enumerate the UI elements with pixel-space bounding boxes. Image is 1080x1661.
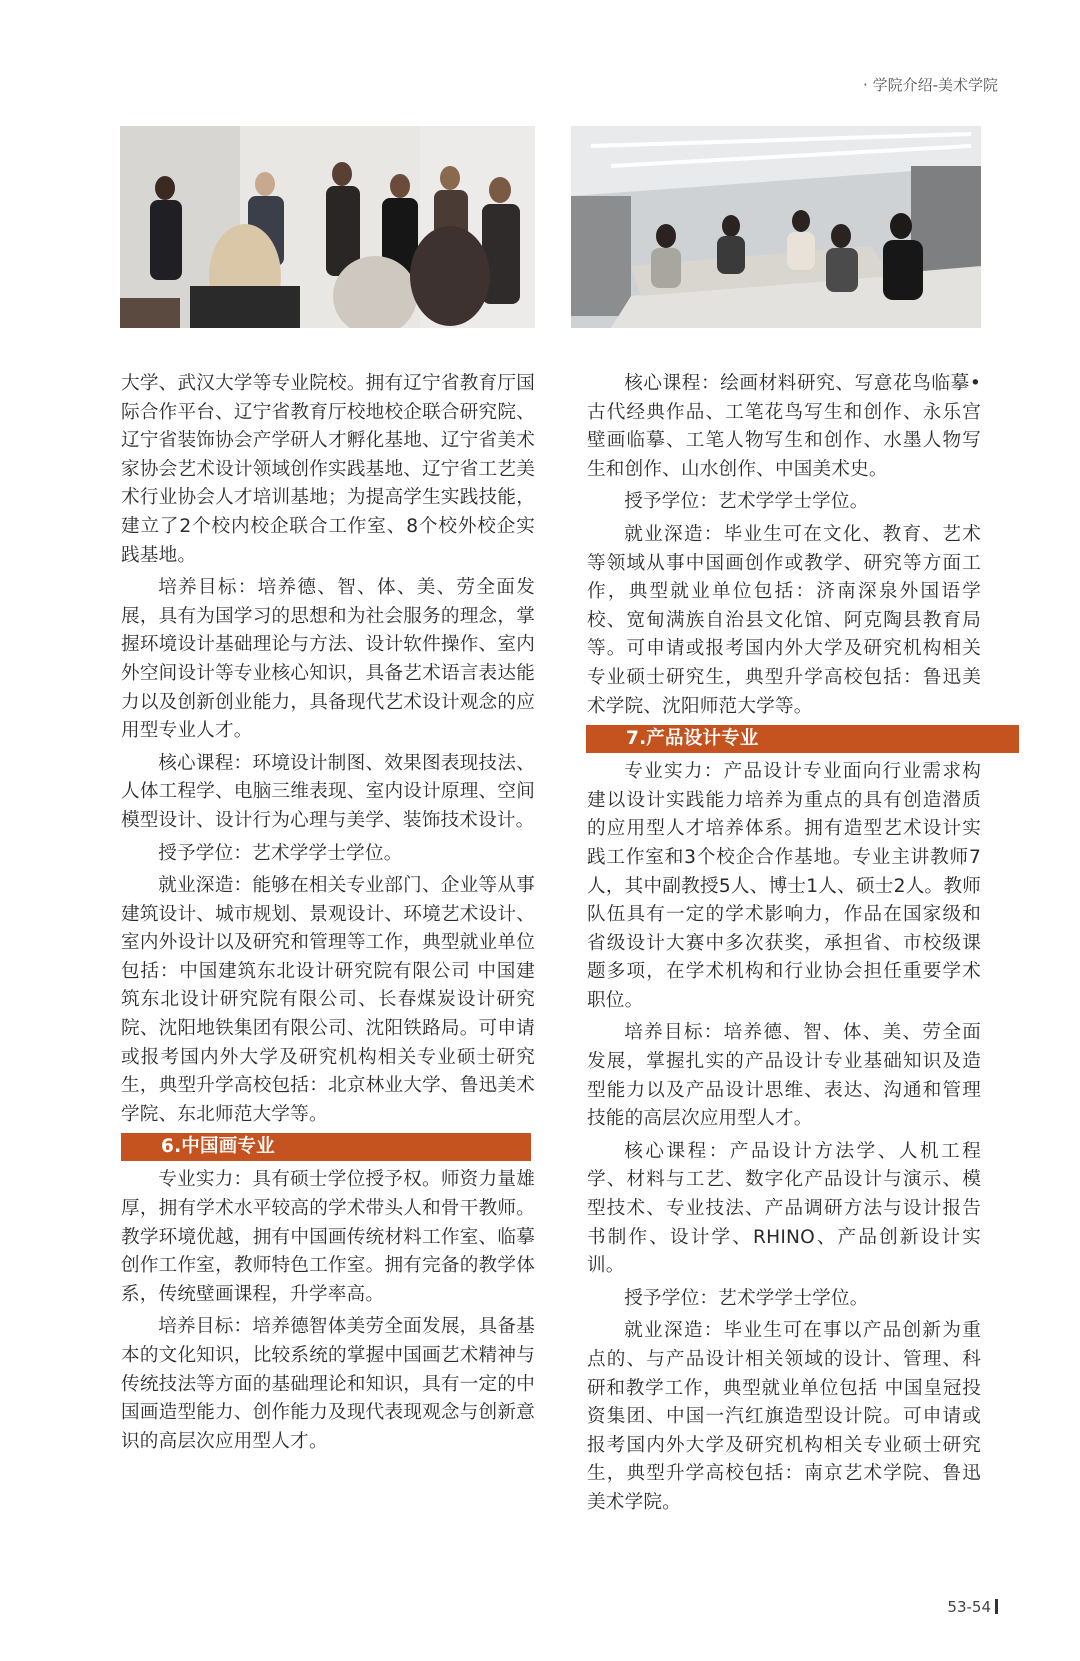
paragraph: 就业深造：毕业生可在事以产品创新为重点的、与产品设计相关领域的设计、管理、科研和教学工作，典型就业单位包括 中国皇冠投资集团、中国一汽红旗造型设计院。可申请或报考国内外大学及研究机构相关专业硕士研究生，典型升学高校包括：南京艺术学院、鲁迅美术学院。 bbox=[587, 1320, 981, 1513]
page-number-bar bbox=[995, 1599, 998, 1614]
paragraph: 授予学位：艺术学学士学位。 bbox=[624, 491, 869, 513]
paragraph: 大学、武汉大学等专业院校。拥有辽宁省教育厅国际合作平台、辽宁省教育厅校地校企联合研究院、辽宁省装饰协会产学研人才孵化基地、辽宁省美术家协会艺术设计领域创作实践基地、辽宁省工艺美术行业协会人才培训基地；为提高学生实践技能，建立了2个校内校企联合工作室、8个校外校企实践基地。 bbox=[121, 373, 535, 566]
paragraph: 核心课程：环境设计制图、效果图表现技法、人体工程学、电脑三维表现、室内设计原理、空间模型设计、设计行为心理与美学、装饰技术设计。 bbox=[121, 752, 535, 831]
paragraph: 就业深造：能够在相关专业部门、企业等从事建筑设计、城市规划、景观设计、环境艺术设计、室内外设计以及研究和管理等工作，典型就业单位包括：中国建筑东北设计研究院有限公司 中国建筑东北设计研究院有限公司、长春煤炭设计研究院、沈阳地铁集团有限公司、沈阳铁路局。可申请或报考国内外大学及研究机构相关专业硕士研究生，典型升学高校包括：北京林业大学、鲁迅美术学院、东北师范大学等。 bbox=[121, 875, 535, 1125]
paragraph: 就业深造：毕业生可在文化、教育、艺术等领域从事中国画创作或教学、研究等方面工作，典型就业单位包括：济南深泉外国语学校、宽甸满族自治县文化馆、阿克陶县教育局等。可申请或报考国内外大学及研究机构相关专业硕士研究生，典型升学高校包括：鲁迅美术学院、沈阳师范大学等。 bbox=[587, 523, 981, 717]
paragraph: 核心课程：产品设计方法学、人机工程学、材料与工艺、数字化产品设计与演示、模型技术、专业技法、产品调研方法与设计报告书制作、设计学、RHINO、产品创新设计实训。 bbox=[587, 1140, 981, 1277]
paragraph: 专业实力：具有硕士学位授予权。师资力量雄厚，拥有学术水平较高的学术带头人和骨干教师。教学环境优越，拥有中国画传统材料工作室、临摹创作工作室，教师特色工作室。拥有完备的教学体系，传统壁画课程，升学率高。 bbox=[121, 1169, 535, 1305]
running-header: · 学院介绍-美术学院 bbox=[863, 76, 998, 94]
section-heading: 7.产品设计专业 bbox=[586, 725, 1019, 753]
paragraph: 培养目标：培养德、智、体、美、劳全面发展，掌握扎实的产品设计专业基础知识及造型能力以及产品设计思维、表达、沟通和管理技能的高层次应用型人才。 bbox=[587, 1022, 981, 1130]
left-column bbox=[121, 370, 535, 1460]
page-number-text: 53-54 bbox=[947, 1598, 991, 1616]
photo-lecture bbox=[120, 126, 535, 328]
page-number bbox=[947, 1598, 998, 1616]
paragraph: 核心课程：绘画材料研究、写意花鸟临摹•古代经典作品、工笔花鸟写生和创作、永乐宫壁画临摹、工笔人物写生和创作、水墨人物写生和创作、山水创作、中国美术史。 bbox=[587, 373, 981, 480]
right-column bbox=[587, 370, 981, 1522]
paragraph: 培养目标：培养德、智、体、美、劳全面发展，具有为国学习的思想和为社会服务的理念，掌握环境设计基础理论与方法、设计软件操作、室内外空间设计等专业核心知识，具备艺术语言表达能力以及创新创业能力，具备现代艺术设计观念的应用型专业人才。 bbox=[121, 577, 535, 742]
photo-studio bbox=[571, 126, 981, 328]
section-heading: 6.中国画专业 bbox=[121, 1133, 531, 1161]
paragraph: 授予学位：艺术学学士学位。 bbox=[158, 842, 403, 864]
paragraph: 培养目标：培养德智体美劳全面发展，具备基本的文化知识，比较系统的掌握中国画艺术精神与传统技法等方面的基础理论和知识，具有一定的中国画造型能力、创作能力及现代表现观念与创新意识的高层次应用型人才。 bbox=[121, 1316, 535, 1452]
paragraph: 专业实力：产品设计专业面向行业需求构建以设计实践能力培养为重点的具有创造潜质的应用型人才培养体系。拥有造型艺术设计实践工作室和3个校企合作基地。专业主讲教师7人，其中副教授5人、博士1人、硕士2人。教师队伍具有一定的学术影响力，作品在国家级和省级设计大赛中多次获奖，承担省、市校级课题多项，在学术机构和行业协会担任重要学术职位。 bbox=[587, 761, 981, 1011]
paragraph: 授予学位：艺术学学士学位。 bbox=[624, 1287, 869, 1309]
